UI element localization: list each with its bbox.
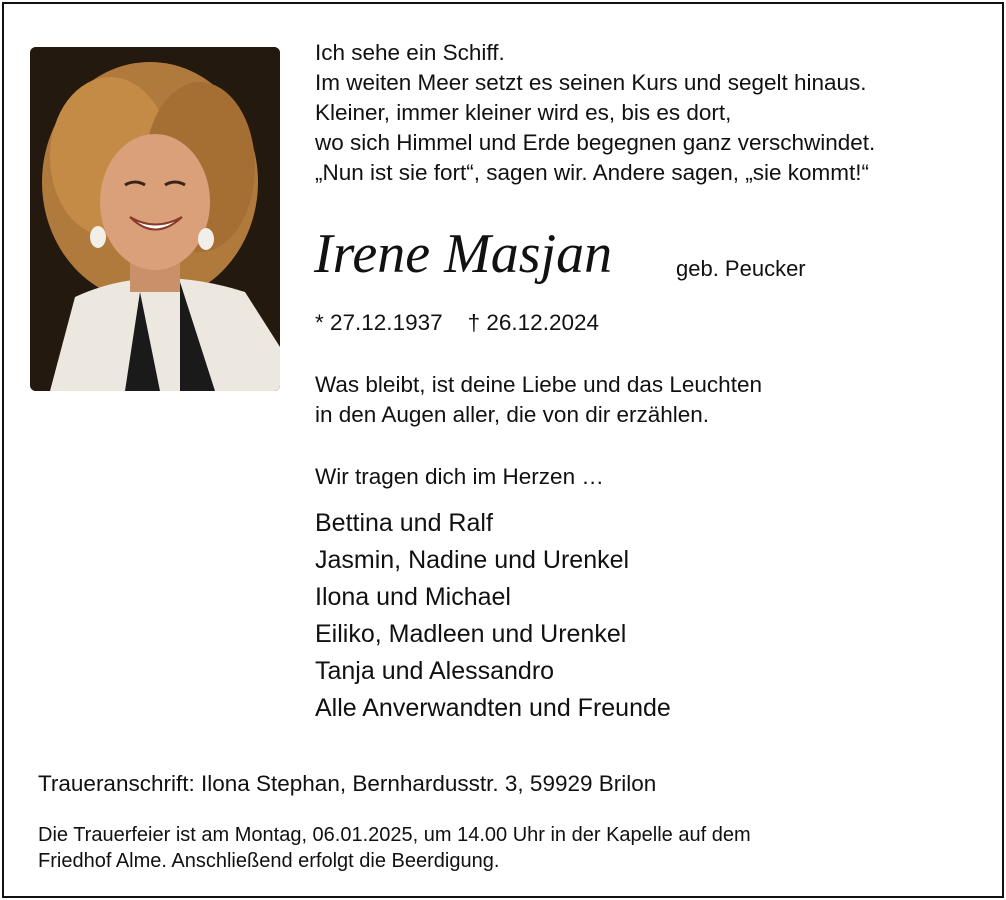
portrait-photo (30, 47, 280, 391)
deceased-name: Irene Masjan (314, 223, 613, 285)
life-dates: * 27.12.1937 † 26.12.2024 (315, 310, 599, 335)
mourner-entry: Jasmin, Nadine und Urenkel (315, 546, 630, 574)
poem (315, 38, 875, 188)
memorial-quote (315, 370, 762, 430)
poem-line: wo sich Himmel und Erde begegnen ganz verschwindet. (315, 130, 876, 155)
poem-line: Kleiner, immer kleiner wird es, bis es dort, (315, 100, 732, 125)
mourners-intro: Wir tragen dich im Herzen … (315, 464, 604, 489)
poem-line: Ich sehe ein Schiff. (315, 40, 505, 65)
poem-line: Im weiten Meer setzt es seinen Kurs und segelt hinaus. (315, 70, 867, 95)
mourner-entry: Bettina und Ralf (315, 509, 493, 537)
poem-line: „Nun ist sie fort“, sagen wir. Andere sagen, „sie kommt!“ (315, 160, 869, 185)
service-line: Die Trauerfeier ist am Montag, 06.01.2025, um 14.00 Uhr in der Kapelle auf dem (38, 824, 751, 846)
funeral-service-info (38, 822, 751, 874)
quote-line: in den Augen aller, die von dir erzählen. (315, 402, 710, 427)
mourning-address: Traueranschrift: Ilona Stephan, Bernhardusstr. 3, 59929 Brilon (38, 771, 657, 796)
birth-name: geb. Peucker (676, 256, 806, 281)
mourner-entry: Tanja und Alessandro (315, 657, 555, 685)
mourner-entry: Ilona und Michael (315, 583, 511, 611)
mourners-list (315, 505, 671, 727)
quote-line: Was bleibt, ist deine Liebe und das Leuchten (315, 372, 762, 397)
mourner-entry: Eiliko, Madleen und Urenkel (315, 620, 627, 648)
mourner-entry: Alle Anverwandten und Freunde (315, 694, 671, 722)
service-line: Friedhof Alme. Anschließend erfolgt die Beerdigung. (38, 850, 500, 872)
